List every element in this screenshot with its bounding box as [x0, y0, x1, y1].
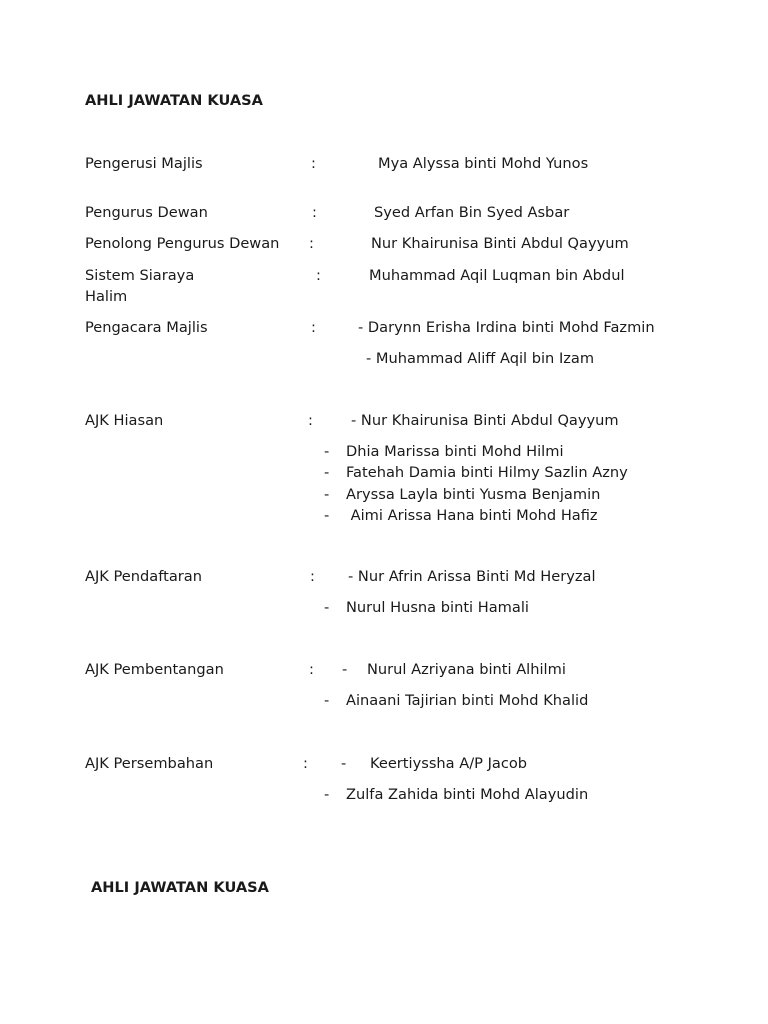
colon: : — [311, 155, 316, 172]
role-label-pengacara-majlis: Pengacara Majlis — [85, 319, 208, 336]
list-item: Dhia Marissa binti Mohd Hilmi — [346, 443, 564, 460]
role-label-ajk-persembahan: AJK Persembahan — [85, 755, 214, 772]
list-item: Ainaani Tajirian binti Mohd Khalid — [346, 692, 589, 709]
role-label-ajk-pembentangan: AJK Pembentangan — [85, 661, 224, 678]
list-item: Zulfa Zahida binti Mohd Alayudin — [346, 786, 589, 803]
list-bullet: - — [324, 599, 330, 616]
list-item: Aimi Arissa Hana binti Mohd Hafiz — [346, 507, 598, 524]
list-item: Aryssa Layla binti Yusma Benjamin — [346, 486, 601, 503]
list-bullet: - — [324, 692, 330, 709]
role-label-ajk-hiasan: AJK Hiasan — [85, 412, 164, 429]
member-name: Keertiyssha A/P Jacob — [370, 755, 528, 772]
colon: : — [303, 755, 308, 772]
colon: : — [311, 319, 316, 336]
role-label-penolong-pengurus-dewan: Penolong Pengurus Dewan — [85, 235, 280, 252]
member-name: - Darynn Erisha Irdina binti Mohd Fazmin — [358, 319, 655, 336]
colon: : — [312, 204, 317, 221]
colon: : — [316, 267, 321, 284]
list-bullet: - — [324, 464, 330, 481]
list-bullet: - — [341, 755, 347, 772]
member-name: Nur Khairunisa Binti Abdul Qayyum — [371, 235, 629, 252]
colon: : — [309, 235, 314, 252]
list-bullet: - — [324, 507, 330, 524]
role-label-ajk-pendaftaran: AJK Pendaftaran — [85, 568, 202, 585]
member-name: Mya Alyssa binti Mohd Yunos — [378, 155, 589, 172]
role-label-pengurus-dewan: Pengurus Dewan — [85, 204, 208, 221]
colon: : — [309, 661, 314, 678]
list-bullet: - — [324, 486, 330, 503]
member-name: Syed Arfan Bin Syed Asbar — [374, 204, 570, 221]
member-name: Nurul Azriyana binti Alhilmi — [367, 661, 566, 678]
role-label-pengerusi-majlis: Pengerusi Majlis — [85, 155, 203, 172]
colon: : — [310, 568, 315, 585]
member-name: - Nur Khairunisa Binti Abdul Qayyum — [351, 412, 619, 429]
list-item: Fatehah Damia binti Hilmy Sazlin Azny — [346, 464, 628, 481]
list-bullet: - — [342, 661, 348, 678]
member-name: - Muhammad Aliff Aqil bin Izam — [366, 350, 595, 367]
list-item: Nurul Husna binti Hamali — [346, 599, 529, 616]
role-label-sistem-siaraya: Sistem Siaraya — [85, 267, 195, 284]
section-heading-repeat: AHLI JAWATAN KUASA — [91, 879, 269, 896]
page-title: AHLI JAWATAN KUASA — [85, 92, 263, 109]
colon: : — [308, 412, 313, 429]
member-name: - Nur Afrin Arissa Binti Md Heryzal — [348, 568, 596, 585]
member-name-continuation: Halim — [85, 288, 128, 305]
list-bullet: - — [324, 786, 330, 803]
list-bullet: - — [324, 443, 330, 460]
member-name: Muhammad Aqil Luqman bin Abdul — [369, 267, 625, 284]
